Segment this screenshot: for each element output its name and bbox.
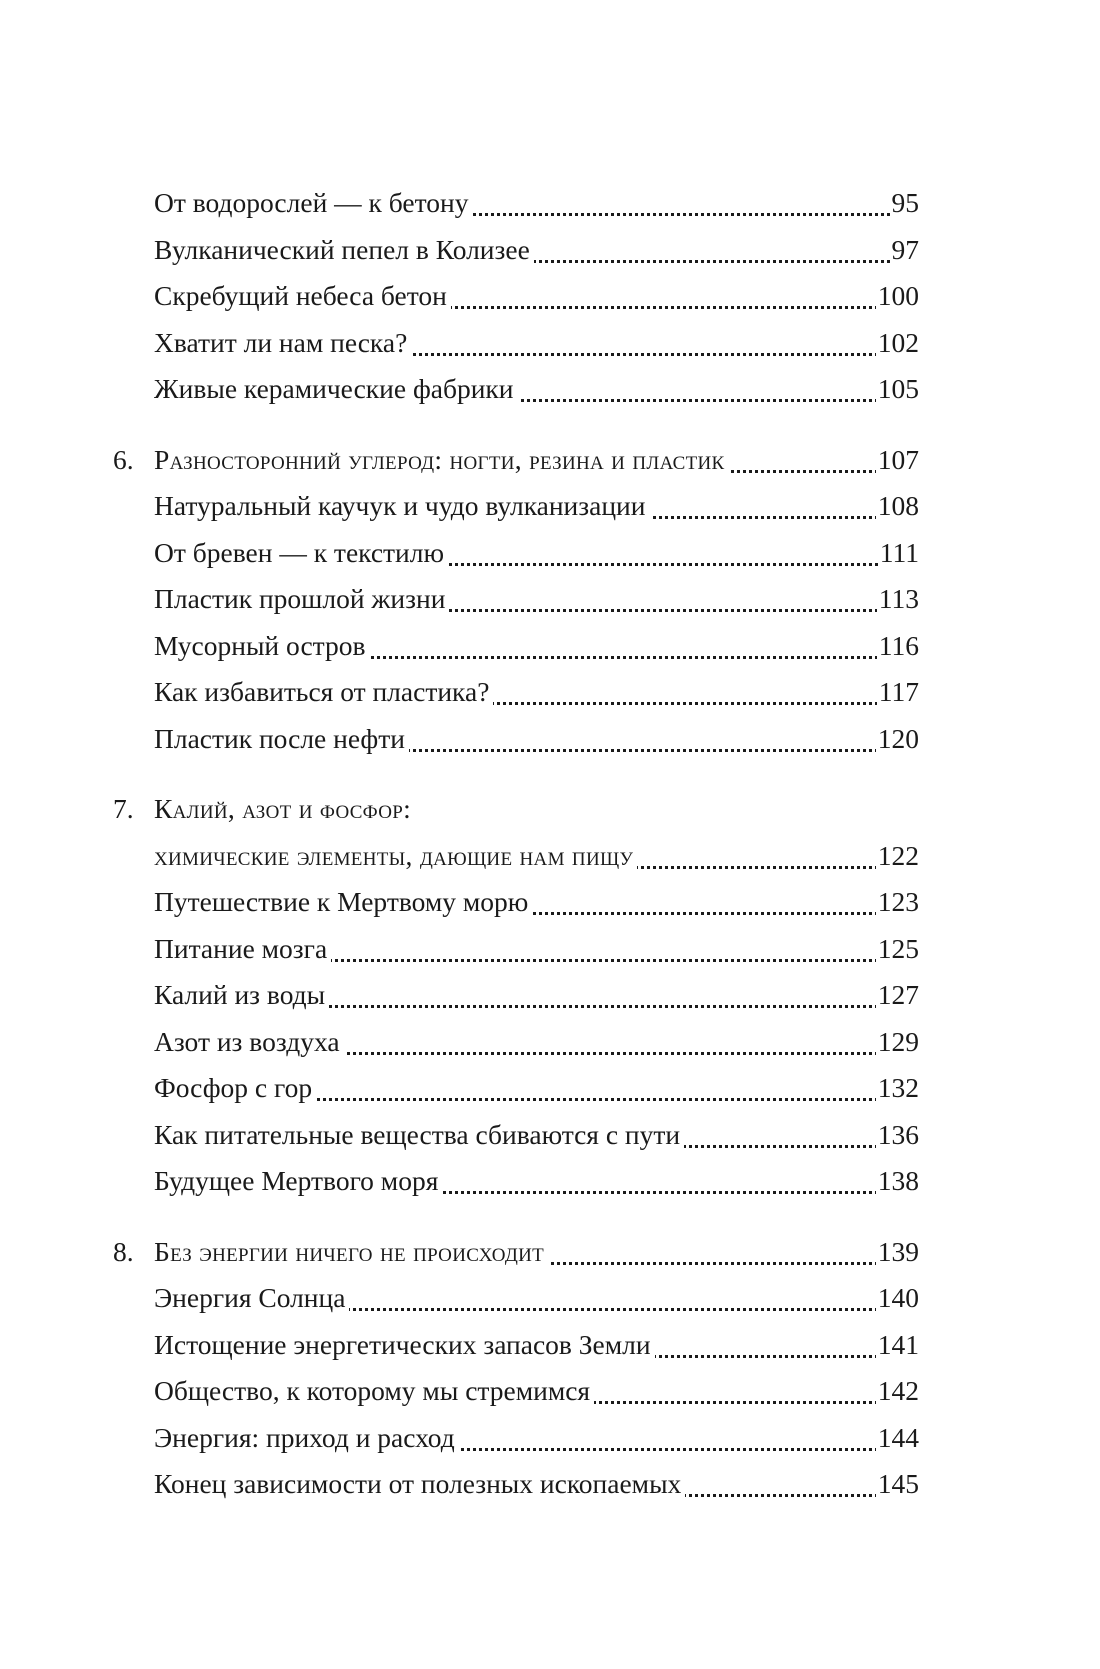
toc-entry[interactable] — [0, 320, 1100, 367]
toc-entry-page: 127 — [876, 972, 919, 1019]
toc-entry[interactable] — [0, 1019, 1100, 1066]
toc-entry-title: Скребущий небеса бетон — [154, 273, 451, 320]
toc-entry-page: 111 — [878, 530, 919, 577]
toc-entry-title: Пластик после нефти — [154, 716, 409, 763]
toc-entry-title: Калий из воды — [154, 972, 329, 1019]
chapter-title-line-2: химические элементы, дающие нам пищу — [154, 833, 637, 880]
toc-entry-page: 120 — [876, 716, 919, 763]
toc-entry-page: 105 — [876, 366, 919, 413]
toc-entry-title: От бревен — к текстилю — [154, 530, 448, 577]
toc-entry[interactable] — [0, 1275, 1100, 1322]
toc-entry-title: Живые керамические фабрики — [154, 366, 518, 413]
chapter-8-entry[interactable] — [0, 1229, 1100, 1276]
toc-entry-page: 141 — [876, 1322, 919, 1369]
toc-entry-page: 142 — [876, 1368, 919, 1415]
toc-entry-page: 97 — [890, 227, 920, 274]
chapter-number: 6. — [113, 443, 134, 475]
toc-entry-page: 117 — [877, 669, 919, 716]
toc-entry-page: 125 — [876, 926, 919, 973]
toc-entry-page: 102 — [876, 320, 919, 367]
section-gap — [0, 1205, 1100, 1229]
toc-entry-title: Хватит ли нам песка? — [154, 320, 411, 367]
toc-entry-title: Мусорный остров — [154, 623, 370, 670]
toc-entry-page: 113 — [877, 576, 919, 623]
toc-entry-page: 123 — [876, 879, 919, 926]
chapter-title: Разносторонний углерод: ногти, резина и пластик — [154, 437, 729, 484]
toc-entry[interactable] — [0, 1065, 1100, 1112]
chapter-page: 139 — [876, 1229, 919, 1276]
toc-entry-page: 136 — [876, 1112, 919, 1159]
chapter-title: Без энергии ничего не происходит — [154, 1229, 548, 1276]
chapter-page: 107 — [876, 437, 919, 484]
toc-entry-page: 145 — [876, 1461, 919, 1508]
toc-entry-title: Пластик прошлой жизни — [154, 576, 449, 623]
toc-entry[interactable] — [0, 227, 1100, 274]
table-of-contents — [0, 180, 1100, 1508]
toc-entry[interactable] — [0, 1112, 1100, 1159]
toc-entry[interactable] — [0, 1415, 1100, 1462]
section-gap — [0, 413, 1100, 437]
toc-entry-title: Энергия: приход и расход — [154, 1415, 459, 1462]
toc-entry[interactable] — [0, 483, 1100, 530]
toc-entry[interactable] — [0, 1158, 1100, 1205]
toc-entry-page: 132 — [876, 1065, 919, 1112]
section-gap — [0, 762, 1100, 786]
toc-entry[interactable] — [0, 1368, 1100, 1415]
chapter-page: 122 — [876, 833, 919, 880]
toc-entry-page: 108 — [876, 483, 919, 530]
toc-entry[interactable] — [0, 623, 1100, 670]
toc-entry-title: Путешествие к Мертвому морю — [154, 879, 532, 926]
toc-entry[interactable] — [0, 1322, 1100, 1369]
toc-entry-page: 100 — [876, 273, 919, 320]
toc-entry[interactable] — [0, 576, 1100, 623]
chapter-title-line-1: Калий, азот и фосфор: — [154, 786, 415, 833]
toc-entry-page: 138 — [876, 1158, 919, 1205]
toc-entry-title: Азот из воздуха — [154, 1019, 344, 1066]
toc-entry-page: 116 — [877, 623, 919, 670]
toc-entry[interactable] — [0, 273, 1100, 320]
chapter-number: 7. — [113, 793, 134, 824]
toc-entry-title: От водорослей — к бетону — [154, 180, 472, 227]
toc-entry[interactable] — [0, 530, 1100, 577]
toc-entry[interactable] — [0, 669, 1100, 716]
toc-entry-title: Фосфор с гор — [154, 1065, 316, 1112]
toc-entry[interactable] — [0, 1461, 1100, 1508]
toc-entry-title: Как питательные вещества сбиваются с пути — [154, 1112, 684, 1159]
toc-entry-title: Как избавиться от пластика? — [154, 669, 493, 716]
chapter-6-entry[interactable] — [0, 437, 1100, 484]
toc-entry[interactable] — [0, 879, 1100, 926]
toc-entry[interactable] — [0, 366, 1100, 413]
toc-entry-page: 140 — [876, 1275, 919, 1322]
toc-entry-page: 95 — [890, 180, 920, 227]
toc-entry-title: Вулканический пепел в Колизее — [154, 227, 534, 274]
toc-entry-page: 129 — [876, 1019, 919, 1066]
toc-entry[interactable] — [0, 716, 1100, 763]
toc-entry-title: Энергия Солнца — [154, 1275, 349, 1322]
toc-entry-title: Питание мозга — [154, 926, 331, 973]
toc-entry-title: Будущее Мертвого моря — [154, 1158, 442, 1205]
toc-entry[interactable] — [0, 180, 1100, 227]
toc-entry-title: Общество, к которому мы стремимся — [154, 1368, 594, 1415]
toc-entry[interactable] — [0, 926, 1100, 973]
toc-entry[interactable] — [0, 972, 1100, 1019]
toc-entry-title: Натуральный каучук и чудо вулканизации — [154, 483, 650, 530]
toc-entry-page: 144 — [876, 1415, 919, 1462]
toc-entry-title: Конец зависимости от полезных ископаемых — [154, 1461, 685, 1508]
chapter-7-entry[interactable] — [0, 833, 1100, 880]
toc-entry-title: Истощение энергетических запасов Земли — [154, 1322, 655, 1369]
chapter-7-heading[interactable] — [0, 786, 1100, 833]
chapter-number: 8. — [113, 1235, 134, 1267]
